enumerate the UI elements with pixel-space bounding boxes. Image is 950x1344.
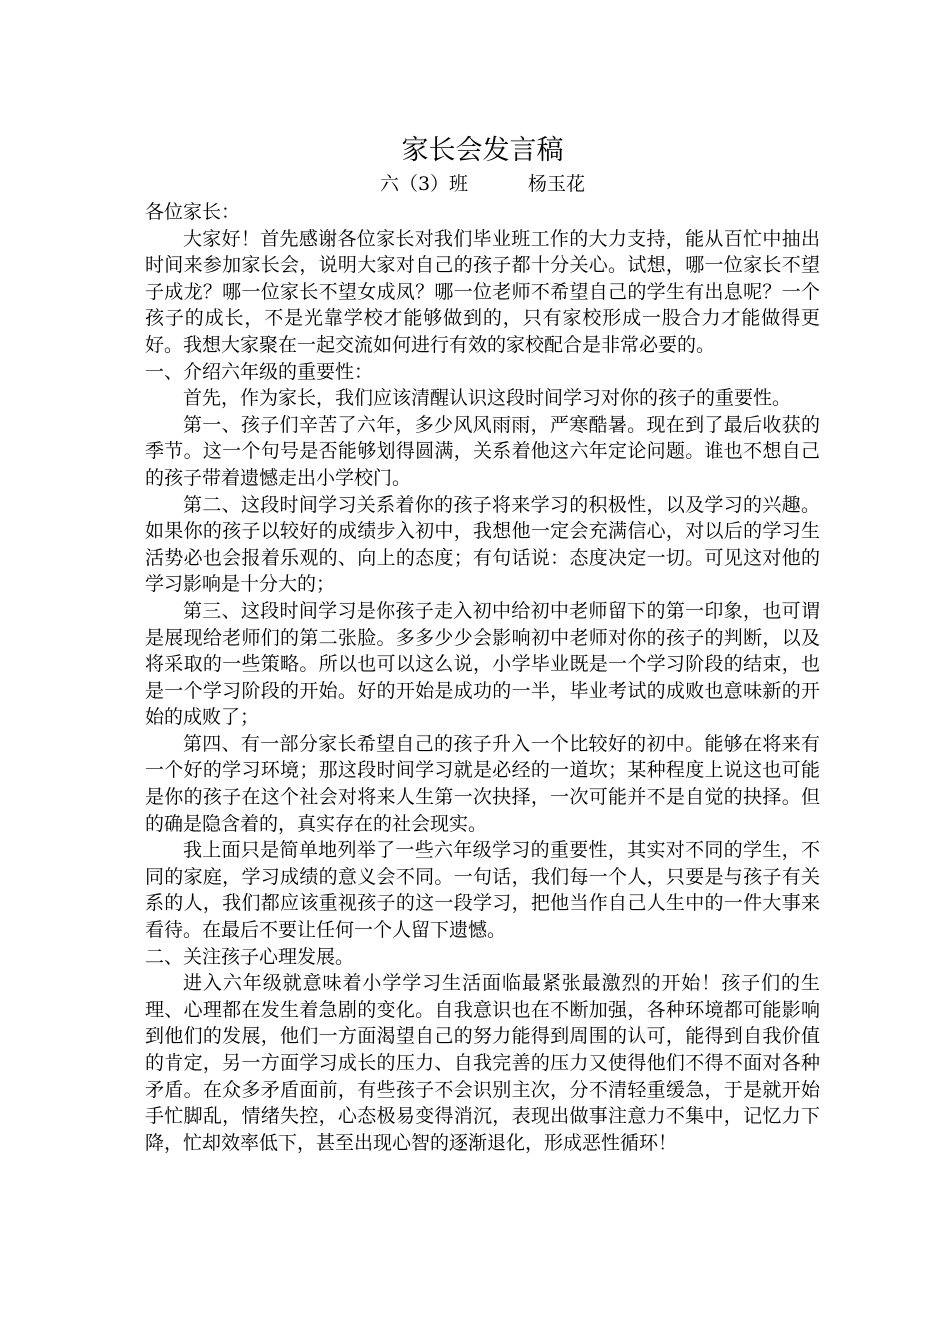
- class-name: 六（3）班: [379, 173, 469, 195]
- paragraph: 首先，作为家长，我们应该清醒认识这段时间学习对你的孩子的重要性。: [183, 387, 792, 410]
- document-page: [145, 133, 820, 1156]
- author-name: 杨玉花: [528, 173, 586, 195]
- section-heading-1: 一、介绍六年级的重要性：: [145, 360, 374, 383]
- paragraph: 进入六年级就意味着小学学习生活面临最紧张最激烈的开始！孩子们的生理、心理都在发生着急剧的变化。自我意识也在不断加强，各种环境都可能影响到他们的发展，他们一方面渴望自己的努力能得到周围的认可，能得到自我价值的肯定，另一方面学习成长的压力、自我完善的压力又使得他们不得不面对各种矛盾。在众多矛盾面前，有些孩子不会识别主次，分不清轻重缓急，于是就开始手忙脚乱，情绪失控，心态极易变得消沉，表现出做事注意力不集中，记忆力下降，忙却效率低下，甚至出现心智的逐渐退化，形成恶性循环！: [145, 972, 820, 1154]
- section-heading-2: 二、关注孩子心理发展。: [145, 945, 355, 968]
- paragraph: 第四、有一部分家长希望自己的孩子升入一个比较好的初中。能够在将来有一个好的学习环境；那这段时间学习就是必经的一道坎；某种程度上说这也可能是你的孩子在这个社会对将来人生第一次抉择，一次可能并不是自觉的抉择。但的确是隐含着的，真实存在的社会现实。: [145, 732, 820, 835]
- document-title: 家长会发言稿: [401, 135, 564, 166]
- paragraph: 我上面只是简单地列举了一些六年级学习的重要性，其实对不同的学生，不同的家庭，学习成绩的意义会不同。一句话，我们每一个人，只要是与孩子有关系的人，我们都应该重视孩子的这一段学习，把他当作自己人生中的一件大事来看待。在最后不要让任何一个人留下遗憾。: [145, 839, 820, 942]
- byline: [145, 169, 820, 199]
- paragraph: 第三、这段时间学习是你孩子走入初中给初中老师留下的第一印象，也可谓是展现给老师们的第二张脸。多多少少会影响初中老师对你的孩子的判断，以及将采取的一些策略。所以也可以这么说，小学毕业既是一个学习阶段的结束，也是一个学习阶段的开始。好的开始是成功的一半，毕业考试的成败也意味新的开始的成败了；: [145, 599, 820, 729]
- paragraph-greeting: 大家好！首先感谢各位家长对我们毕业班工作的大力支持，能从百忙中抽出时间来参加家长会，说明大家对自己的孩子都十分关心。试想，哪一位家长不望子成龙？哪一位家长不望女成凤？哪一位老师不希望自己的学生有出息呢？一个孩子的成长，不是光靠学校才能够做到的，只有家校形成一股合力才能做得更好。我想大家聚在一起交流如何进行有效的家校配合是非常必要的。: [145, 227, 820, 356]
- paragraph: 第一、孩子们辛苦了六年，多少风风雨雨，严寒酷暑。现在到了最后收获的季节。这一个句号是否能够划得圆满，关系着他这六年定论问题。谁也不想自己的孩子带着遗憾走出小学校门。: [145, 413, 820, 489]
- salutation: 各位家长：: [145, 201, 241, 223]
- paragraph: 第二、这段时间学习关系着你的孩子将来学习的积极性，以及学习的兴趣。如果你的孩子以较好的成绩步入初中，我想他一定会充满信心，对以后的学习生活势必也会报着乐观的、向上的态度；有句话说：态度决定一切。可见这对他的学习影响是十分大的；: [145, 493, 820, 596]
